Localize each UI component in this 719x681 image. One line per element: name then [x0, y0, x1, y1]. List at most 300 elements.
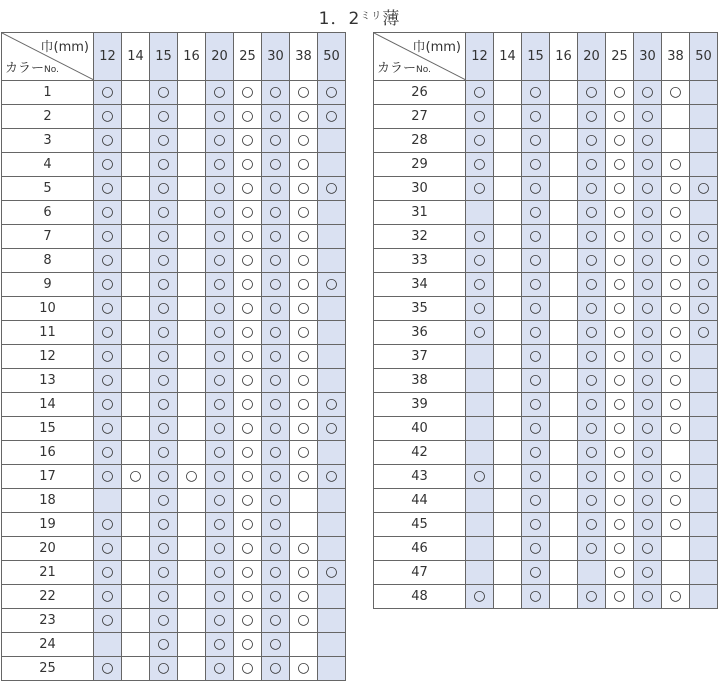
availability-cell	[494, 249, 522, 273]
availability-cell	[262, 489, 290, 513]
width-header: 30	[634, 33, 662, 81]
availability-cell	[206, 633, 234, 657]
available-mark: ○	[241, 492, 254, 508]
availability-cell	[290, 273, 318, 297]
availability-cell	[578, 585, 606, 609]
available-mark: ○	[641, 468, 654, 484]
availability-cell	[290, 393, 318, 417]
availability-cell	[606, 393, 634, 417]
availability-cell	[122, 225, 150, 249]
available-mark: ○	[585, 276, 598, 292]
no-label: No.	[416, 65, 431, 75]
availability-cell	[206, 609, 234, 633]
available-mark: ○	[101, 324, 114, 340]
table-row	[2, 633, 346, 657]
available-mark: ○	[669, 180, 682, 196]
availability-cell	[494, 105, 522, 129]
availability-cell	[94, 345, 122, 369]
availability-cell	[178, 129, 206, 153]
availability-cell	[550, 321, 578, 345]
availability-cell	[206, 513, 234, 537]
availability-cell	[634, 513, 662, 537]
availability-cell	[290, 297, 318, 321]
availability-cell	[262, 345, 290, 369]
available-mark: ○	[641, 180, 654, 196]
availability-cell	[318, 249, 346, 273]
availability-cell	[578, 273, 606, 297]
availability-cell	[690, 105, 718, 129]
availability-cell	[122, 585, 150, 609]
availability-cell	[206, 417, 234, 441]
available-mark: ○	[269, 636, 282, 652]
color-number: 46	[374, 537, 466, 561]
available-mark: ○	[585, 324, 598, 340]
table-row	[2, 441, 346, 465]
color-no-label	[5, 57, 59, 76]
availability-cell	[234, 369, 262, 393]
availability-cell	[662, 513, 690, 537]
color-number: 10	[2, 297, 94, 321]
available-mark: ○	[213, 396, 226, 412]
table-row	[2, 513, 346, 537]
available-mark: ○	[269, 396, 282, 412]
available-mark: ○	[297, 468, 310, 484]
width-header: 25	[234, 33, 262, 81]
available-mark: ○	[241, 204, 254, 220]
availability-cell	[234, 585, 262, 609]
no-label: No.	[44, 65, 59, 75]
available-mark: ○	[669, 348, 682, 364]
availability-cell	[94, 321, 122, 345]
color-number: 48	[374, 585, 466, 609]
available-mark: ○	[669, 516, 682, 532]
color-number: 1	[2, 81, 94, 105]
available-mark: ○	[101, 348, 114, 364]
table-row	[2, 609, 346, 633]
available-mark: ○	[241, 252, 254, 268]
available-mark: ○	[641, 540, 654, 556]
availability-cell	[318, 321, 346, 345]
available-mark: ○	[585, 420, 598, 436]
availability-cell	[318, 345, 346, 369]
available-mark: ○	[213, 444, 226, 460]
available-mark: ○	[473, 108, 486, 124]
availability-cell	[522, 153, 550, 177]
available-mark: ○	[473, 588, 486, 604]
availability-cell	[318, 273, 346, 297]
table-row	[2, 105, 346, 129]
table-row	[374, 153, 718, 177]
availability-cell	[550, 297, 578, 321]
title-suffix: 薄	[382, 9, 401, 29]
availability-cell	[290, 201, 318, 225]
width-header: 15	[150, 33, 178, 81]
availability-cell	[634, 465, 662, 489]
availability-cell	[318, 201, 346, 225]
color-number: 36	[374, 321, 466, 345]
table-row	[374, 441, 718, 465]
available-mark: ○	[241, 108, 254, 124]
available-mark: ○	[241, 468, 254, 484]
available-mark: ○	[213, 276, 226, 292]
availability-cell	[494, 273, 522, 297]
availability-cell	[690, 561, 718, 585]
available-mark: ○	[213, 228, 226, 244]
availability-cell	[178, 585, 206, 609]
table-row	[374, 393, 718, 417]
color-number: 12	[2, 345, 94, 369]
table-row	[374, 129, 718, 153]
availability-cell	[290, 417, 318, 441]
available-mark: ○	[613, 492, 626, 508]
availability-cell	[318, 177, 346, 201]
available-mark: ○	[157, 252, 170, 268]
availability-cell	[318, 609, 346, 633]
availability-cell	[122, 297, 150, 321]
availability-cell	[150, 297, 178, 321]
availability-cell	[94, 441, 122, 465]
available-mark: ○	[241, 300, 254, 316]
available-mark: ○	[269, 444, 282, 460]
available-mark: ○	[613, 348, 626, 364]
availability-cell	[522, 513, 550, 537]
available-mark: ○	[697, 180, 710, 196]
availability-cell	[522, 105, 550, 129]
available-mark: ○	[241, 612, 254, 628]
color-number: 42	[374, 441, 466, 465]
available-mark: ○	[613, 516, 626, 532]
available-mark: ○	[269, 204, 282, 220]
color-number: 24	[2, 633, 94, 657]
available-mark: ○	[585, 156, 598, 172]
available-mark: ○	[297, 276, 310, 292]
availability-cell	[150, 513, 178, 537]
color-number: 30	[374, 177, 466, 201]
availability-cell	[318, 537, 346, 561]
availability-cell	[262, 81, 290, 105]
availability-cell	[178, 81, 206, 105]
availability-cell	[262, 105, 290, 129]
availability-cell	[178, 273, 206, 297]
availability-cell	[178, 225, 206, 249]
availability-cell	[94, 297, 122, 321]
availability-cell	[662, 129, 690, 153]
available-mark: ○	[529, 372, 542, 388]
available-mark: ○	[269, 516, 282, 532]
available-mark: ○	[641, 324, 654, 340]
availability-cell	[606, 225, 634, 249]
availability-cell	[466, 561, 494, 585]
availability-cell	[606, 153, 634, 177]
available-mark: ○	[297, 324, 310, 340]
availability-cell	[494, 537, 522, 561]
availability-cell	[578, 321, 606, 345]
availability-cell	[122, 609, 150, 633]
availability-cell	[578, 129, 606, 153]
availability-cell	[290, 129, 318, 153]
availability-cell	[318, 417, 346, 441]
available-mark: ○	[269, 252, 282, 268]
available-mark: ○	[697, 300, 710, 316]
color-number: 9	[2, 273, 94, 297]
availability-cell	[290, 489, 318, 513]
color-number: 16	[2, 441, 94, 465]
availability-cell	[318, 441, 346, 465]
available-mark: ○	[241, 180, 254, 196]
availability-cell	[150, 345, 178, 369]
available-mark: ○	[529, 420, 542, 436]
availability-cell	[206, 177, 234, 201]
availability-cell	[634, 585, 662, 609]
available-mark: ○	[585, 300, 598, 316]
availability-cell	[466, 153, 494, 177]
header-row	[374, 33, 718, 81]
available-mark: ○	[101, 228, 114, 244]
availability-cell	[662, 537, 690, 561]
availability-cell	[94, 633, 122, 657]
available-mark: ○	[613, 180, 626, 196]
available-mark: ○	[101, 156, 114, 172]
available-mark: ○	[157, 660, 170, 676]
width-header: 15	[522, 33, 550, 81]
availability-cell	[290, 537, 318, 561]
availability-cell	[634, 153, 662, 177]
available-mark: ○	[613, 228, 626, 244]
availability-cell	[122, 513, 150, 537]
availability-cell	[262, 657, 290, 681]
availability-cell	[122, 537, 150, 561]
availability-cell	[606, 441, 634, 465]
available-mark: ○	[297, 540, 310, 556]
available-mark: ○	[529, 540, 542, 556]
availability-cell	[150, 321, 178, 345]
availability-cell	[318, 369, 346, 393]
available-mark: ○	[297, 300, 310, 316]
color-number: 40	[374, 417, 466, 441]
availability-cell	[150, 249, 178, 273]
availability-cell	[578, 513, 606, 537]
available-mark: ○	[241, 84, 254, 100]
availability-cell	[150, 273, 178, 297]
available-mark: ○	[157, 396, 170, 412]
availability-cell	[318, 633, 346, 657]
availability-cell	[206, 369, 234, 393]
availability-cell	[234, 177, 262, 201]
availability-cell	[690, 177, 718, 201]
availability-cell	[234, 633, 262, 657]
availability-cell	[234, 225, 262, 249]
availability-cell	[262, 537, 290, 561]
availability-cell	[690, 489, 718, 513]
availability-cell	[150, 585, 178, 609]
available-mark: ○	[185, 468, 198, 484]
availability-cell	[522, 465, 550, 489]
available-mark: ○	[529, 444, 542, 460]
availability-cell	[290, 105, 318, 129]
availability-cell	[662, 465, 690, 489]
color-number: 8	[2, 249, 94, 273]
availability-cell	[206, 225, 234, 249]
availability-cell	[262, 441, 290, 465]
available-mark: ○	[241, 540, 254, 556]
availability-cell	[522, 441, 550, 465]
availability-cell	[206, 273, 234, 297]
availability-cell	[262, 201, 290, 225]
color-number: 23	[2, 609, 94, 633]
availability-cell	[578, 297, 606, 321]
available-mark: ○	[697, 228, 710, 244]
availability-cell	[662, 249, 690, 273]
available-mark: ○	[529, 564, 542, 580]
availability-cell	[578, 393, 606, 417]
available-mark: ○	[157, 612, 170, 628]
availability-cell	[690, 81, 718, 105]
available-mark: ○	[241, 348, 254, 364]
availability-cell	[662, 369, 690, 393]
availability-cell	[690, 321, 718, 345]
availability-cell	[662, 321, 690, 345]
table-row	[2, 585, 346, 609]
color-number: 25	[2, 657, 94, 681]
availability-cell	[234, 657, 262, 681]
available-mark: ○	[213, 588, 226, 604]
available-mark: ○	[157, 636, 170, 652]
availability-cell	[234, 249, 262, 273]
availability-cell	[206, 465, 234, 489]
availability-cell	[318, 585, 346, 609]
available-mark: ○	[473, 468, 486, 484]
available-mark: ○	[529, 108, 542, 124]
availability-cell	[578, 225, 606, 249]
available-mark: ○	[325, 180, 338, 196]
availability-cell	[578, 369, 606, 393]
color-number: 39	[374, 393, 466, 417]
table-row	[374, 249, 718, 273]
availability-cell	[494, 513, 522, 537]
color-number: 19	[2, 513, 94, 537]
availability-cell	[122, 633, 150, 657]
availability-cell	[122, 345, 150, 369]
availability-cell	[206, 345, 234, 369]
availability-cell	[262, 465, 290, 489]
availability-cell	[578, 345, 606, 369]
availability-cell	[290, 249, 318, 273]
availability-cell	[578, 537, 606, 561]
availability-cell	[690, 249, 718, 273]
color-number: 28	[374, 129, 466, 153]
availability-cell	[494, 201, 522, 225]
color-number: 7	[2, 225, 94, 249]
availability-cell	[466, 81, 494, 105]
availability-cell	[318, 297, 346, 321]
table-row	[374, 513, 718, 537]
availability-cell	[550, 369, 578, 393]
available-mark: ○	[213, 468, 226, 484]
width-header: 14	[494, 33, 522, 81]
availability-cell	[94, 489, 122, 513]
available-mark: ○	[269, 492, 282, 508]
available-mark: ○	[101, 612, 114, 628]
available-mark: ○	[297, 204, 310, 220]
available-mark: ○	[641, 564, 654, 580]
availability-cell	[662, 153, 690, 177]
availability-cell	[494, 369, 522, 393]
color-number: 6	[2, 201, 94, 225]
available-mark: ○	[101, 396, 114, 412]
availability-cell	[466, 417, 494, 441]
availability-cell	[522, 225, 550, 249]
available-mark: ○	[297, 132, 310, 148]
available-mark: ○	[529, 468, 542, 484]
available-mark: ○	[269, 420, 282, 436]
title-main: 1．2	[318, 9, 361, 29]
available-mark: ○	[613, 204, 626, 220]
available-mark: ○	[101, 84, 114, 100]
available-mark: ○	[641, 372, 654, 388]
availability-cell	[178, 321, 206, 345]
availability-cell	[662, 81, 690, 105]
available-mark: ○	[269, 276, 282, 292]
table-row	[2, 537, 346, 561]
available-mark: ○	[669, 372, 682, 388]
available-mark: ○	[157, 540, 170, 556]
availability-cell	[522, 297, 550, 321]
available-mark: ○	[669, 324, 682, 340]
available-mark: ○	[529, 300, 542, 316]
availability-cell	[178, 561, 206, 585]
table-row	[2, 345, 346, 369]
available-mark: ○	[157, 588, 170, 604]
available-mark: ○	[269, 588, 282, 604]
available-mark: ○	[641, 492, 654, 508]
availability-cell	[690, 585, 718, 609]
availability-cell	[122, 153, 150, 177]
available-mark: ○	[613, 468, 626, 484]
width-header: 14	[122, 33, 150, 81]
availability-cell	[122, 369, 150, 393]
availability-cell	[234, 561, 262, 585]
available-mark: ○	[269, 324, 282, 340]
availability-cell	[550, 441, 578, 465]
availability-cell	[94, 81, 122, 105]
availability-cell	[122, 129, 150, 153]
availability-cell	[578, 201, 606, 225]
availability-cell	[522, 273, 550, 297]
availability-cell	[290, 153, 318, 177]
available-mark: ○	[297, 108, 310, 124]
color-width-table-left	[1, 32, 346, 681]
availability-cell	[178, 441, 206, 465]
color-number: 32	[374, 225, 466, 249]
availability-cell	[262, 585, 290, 609]
availability-cell	[122, 105, 150, 129]
available-mark: ○	[641, 132, 654, 148]
available-mark: ○	[529, 276, 542, 292]
availability-cell	[466, 369, 494, 393]
available-mark: ○	[101, 252, 114, 268]
availability-cell	[466, 393, 494, 417]
available-mark: ○	[613, 372, 626, 388]
availability-cell	[262, 609, 290, 633]
available-mark: ○	[269, 564, 282, 580]
availability-cell	[290, 345, 318, 369]
availability-cell	[634, 441, 662, 465]
color-number: 15	[2, 417, 94, 441]
availability-cell	[662, 225, 690, 249]
width-header: 38	[290, 33, 318, 81]
availability-cell	[578, 417, 606, 441]
available-mark: ○	[157, 468, 170, 484]
